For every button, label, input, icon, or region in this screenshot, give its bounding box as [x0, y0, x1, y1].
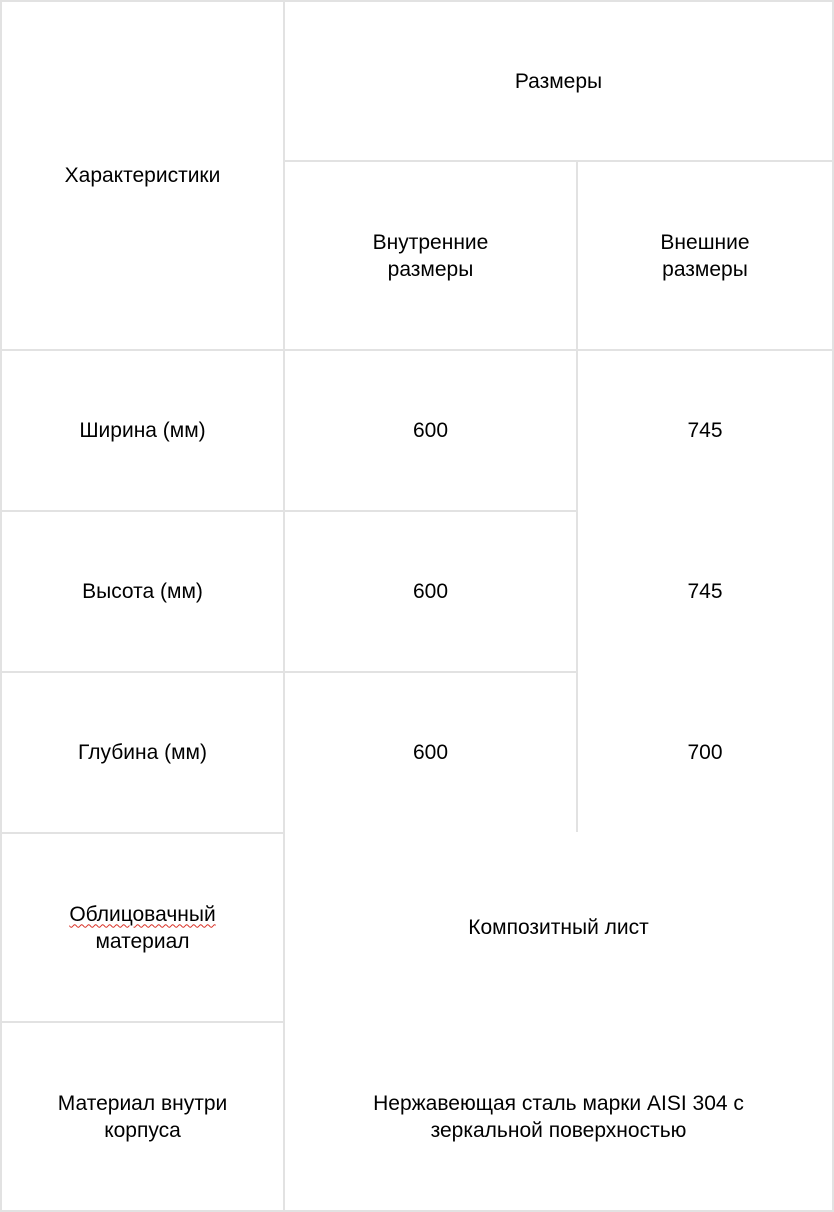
row-label	[2, 512, 283, 671]
value-external-height: 745	[687, 580, 723, 603]
row-label-cladding-line2: материал	[95, 929, 190, 953]
value-internal-height: 600	[412, 580, 449, 603]
row-label	[2, 351, 283, 510]
header-internal	[285, 162, 576, 349]
cell-external-depth	[578, 673, 832, 832]
row-label-depth: Глубина (мм)	[78, 741, 207, 764]
cell-interior-value	[285, 1023, 832, 1210]
row-label-width: Ширина (мм)	[79, 419, 206, 442]
spellcheck-word: Облицовачный	[69, 902, 216, 926]
row-label-cladding	[69, 901, 215, 955]
row-label-interior: Материал внутри корпуса	[57, 1091, 228, 1142]
cell-internal-depth	[285, 673, 576, 832]
row-label-height: Высота (мм)	[82, 580, 203, 603]
cell-cladding-value	[285, 834, 832, 1021]
header-dimensions-text: Размеры	[514, 69, 603, 93]
header-internal-text: Внутренние размеры	[372, 230, 489, 281]
value-interior: Нержавеющая сталь марки AISI 304 с зеркальной поверхностью	[373, 1091, 744, 1142]
cell-internal-width	[285, 351, 576, 510]
header-dimensions	[285, 2, 832, 160]
row-label	[2, 673, 283, 832]
row-label	[2, 834, 283, 1021]
value-internal-width: 600	[412, 419, 449, 442]
cell-internal-height	[285, 512, 576, 671]
cell-external-width	[578, 351, 832, 510]
value-internal-depth: 600	[412, 741, 449, 764]
row-label	[2, 1023, 283, 1210]
value-external-depth: 700	[687, 741, 723, 764]
header-external	[578, 162, 832, 349]
header-characteristics-text: Характеристики	[64, 164, 221, 187]
header-external-text: Внешние размеры	[660, 230, 750, 281]
cell-external-height	[578, 512, 832, 671]
value-external-width: 745	[687, 419, 723, 442]
value-cladding: Композитный лист	[468, 916, 649, 939]
header-characteristics	[2, 2, 283, 349]
